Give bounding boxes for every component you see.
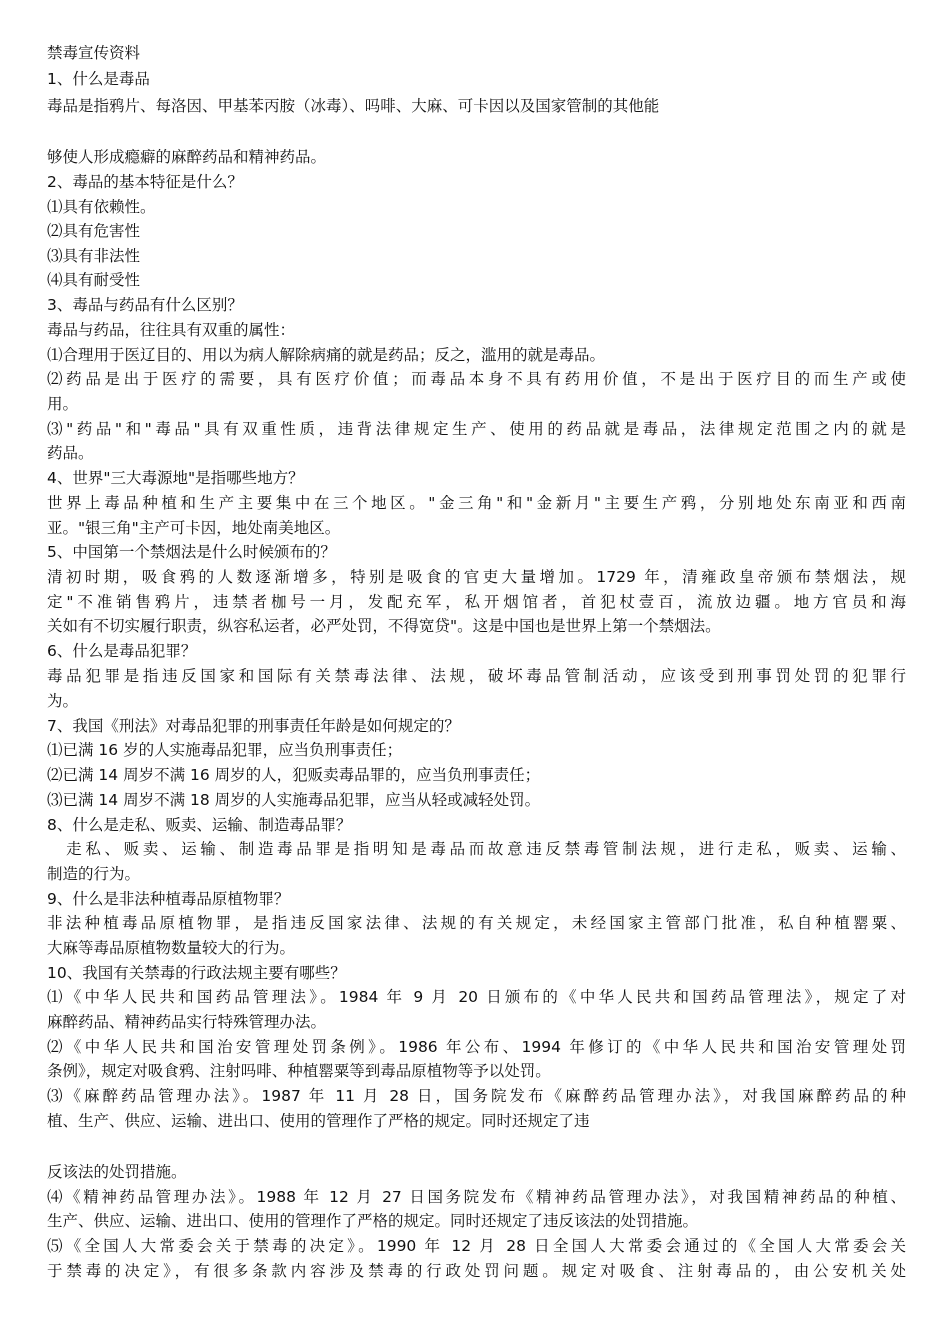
question-heading: 10、我国有关禁毒的行政法规主要有哪些？ <box>47 964 346 982</box>
paragraph-line: 关如有不切实履行职责，纵容私运者，必严处罚，不得宽贷"。这是中国也是世界上第一个禁烟法。 <box>47 617 721 635</box>
paragraph-line: 毒品是指鸦片、每洛因、甲基苯丙胺（冰毒）、吗啡、大麻、可卡因以及国家管制的其他能 <box>47 97 660 115</box>
paragraph-line: 生产、供应、运输、进出口、使用的管理作了严格的规定。同时还规定了违反该法的处罚措施。 <box>47 1212 699 1230</box>
list-item: ⑶《麻醉药品管理办法》。1987 年 11 月 28 日，国务院发布《麻醉药品管理办法》，对我国麻醉药品的种 <box>47 1087 906 1105</box>
paragraph-line: 清初时期，吸食鸦的人数逐渐增多，特别是吸食的官吏大量增加。1729 年，清雍政皇帝颁布禁烟法，规 <box>47 568 906 586</box>
list-item: ⑶具有非法性 <box>47 247 141 265</box>
list-item: ⑴具有依赖性。 <box>47 198 156 216</box>
paragraph-line: 药品。 <box>47 444 94 462</box>
document-title: 禁毒宣传资料 <box>47 44 141 62</box>
list-item: ⑸《全国人大常委会关于禁毒的决定》。1990 年 12 月 28 日全国人大常委会通过的《全国人大常委会关 <box>47 1237 906 1255</box>
list-item: ⑷具有耐受性 <box>47 271 141 289</box>
paragraph-line: 走私、贩卖、运输、制造毒品罪是指明知是毒品而故意违反禁毒管制法规，进行走私，贩卖、运输、 <box>47 840 906 858</box>
paragraph-line: 毒品犯罪是指违反国家和国际有关禁毒法律、法规，破坏毒品管制活动，应该受到刑事罚处罚的犯罪行 <box>47 667 906 685</box>
paragraph-line: 够使人形成瘾癖的麻醉药品和精神药品。 <box>47 148 327 166</box>
question-heading: 5、中国第一个禁烟法是什么时候颁布的？ <box>47 543 336 561</box>
list-item: ⑵《中华人民共和国治安管理处罚条例》。1986 年公布、1994 年修订的《中华人民共和国治安管理处罚 <box>47 1038 906 1056</box>
list-item: ⑵具有危害性 <box>47 222 141 240</box>
paragraph-line: 为。 <box>47 692 79 710</box>
paragraph-line: 反该法的处罚措施。 <box>47 1163 187 1181</box>
question-heading: 7、我国《刑法》对毒品犯罪的刑事责任年龄是如何规定的？ <box>47 717 460 735</box>
question-heading: 8、什么是走私、贩卖、运输、制造毒品罪？ <box>47 816 352 834</box>
paragraph-line: 定"不准销售鸦片，违禁者枷号一月，发配充军，私开烟馆者，首犯杖壹百，流放边疆。地方官员和海 <box>47 593 906 611</box>
question-heading: 1、什么是毒品 <box>47 70 150 88</box>
paragraph-line: 植、生产、供应、运输、进出口、使用的管理作了严格的规定。同时还规定了违 <box>47 1112 590 1130</box>
paragraph-line: 麻醉药品、精神药品实行特殊管理办法。 <box>47 1013 327 1031</box>
paragraph-line: 毒品与药品，往往具有双重的属性： <box>47 321 296 339</box>
question-heading: 6、什么是毒品犯罪？ <box>47 642 197 660</box>
list-item: ⑷《精神药品管理办法》。1988 年 12 月 27 日国务院发布《精神药品管理办法》，对我国精神药品的种植、 <box>47 1188 906 1206</box>
paragraph-line: 于禁毒的决定》，有很多条款内容涉及禁毒的行政处罚问题。规定对吸食、注射毒品的，由公安机关处 <box>47 1262 906 1280</box>
paragraph-line: 亚。"银三角"主产可卡因，地处南美地区。 <box>47 519 341 537</box>
paragraph-line: 大麻等毒品原植物数量较大的行为。 <box>47 939 296 957</box>
list-item: ⑴《中华人民共和国药品管理法》。1984 年 9 月 20 日颁布的《中华人民共和国药品管理法》，规定了对 <box>47 988 906 1006</box>
list-item: ⑵药品是出于医疗的需要，具有医疗价值；而毒品本身不具有药用价值，不是出于医疗目的而生产或使 <box>47 370 906 388</box>
paragraph-line: 世界上毒品种植和生产主要集中在三个地区。"金三角"和"金新月"主要生产鸦，分别地处东南亚和西南 <box>47 494 906 512</box>
list-item: ⑶"药品"和"毒品"具有双重性质，违背法律规定生产、使用的药品就是毒品，法律规定范围之内的就是 <box>47 420 906 438</box>
paragraph-line: 用。 <box>47 395 79 413</box>
list-item: ⑴合理用于医辽目的、用以为病人解除病痛的就是药品；反之，滥用的就是毒品。 <box>47 346 606 364</box>
paragraph-line: 制造的行为。 <box>47 865 141 883</box>
question-heading: 2、毒品的基本特征是什么？ <box>47 173 243 191</box>
paragraph-line: 条例》，规定对吸食鸦、注射吗啡、种植罂粟等到毒品原植物等予以处罚。 <box>47 1062 551 1080</box>
list-item: ⑵已满 14 周岁不满 16 周岁的人，犯贩卖毒品罪的，应当负刑事责任； <box>47 766 541 784</box>
paragraph-line: 非法种植毒品原植物罪，是指违反国家法律、法规的有关规定，未经国家主管部门批准，私自种植罂粟、 <box>47 914 906 932</box>
question-heading: 9、什么是非法种植毒品原植物罪？ <box>47 890 290 908</box>
question-heading: 3、毒品与药品有什么区别？ <box>47 296 243 314</box>
list-item: ⑶已满 14 周岁不满 18 周岁的人实施毒品犯罪，应当从轻或减轻处罚。 <box>47 791 541 809</box>
list-item: ⑴已满 16 岁的人实施毒品犯罪，应当负刑事责任； <box>47 741 403 759</box>
question-heading: 4、世界"三大毒源地"是指哪些地方？ <box>47 469 304 487</box>
